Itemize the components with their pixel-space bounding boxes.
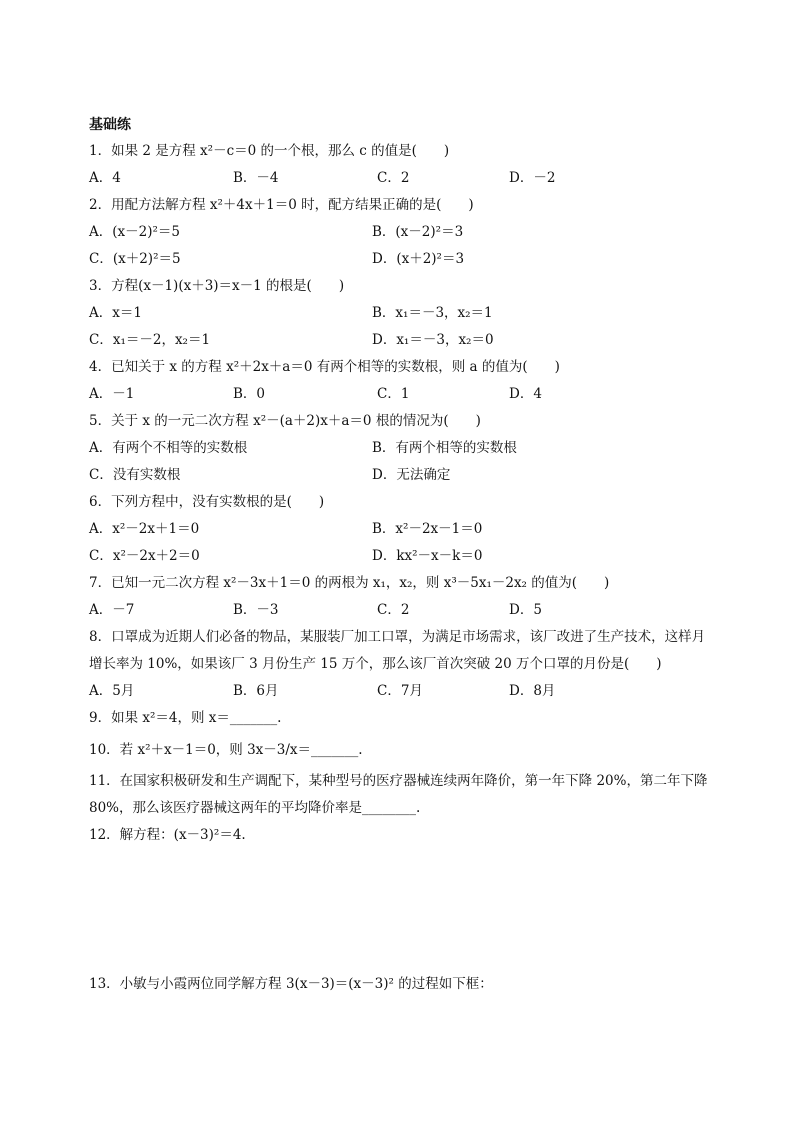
question-3: 3．方程(x－1)(x＋3)＝x－1 的根是( ) [89, 278, 345, 294]
option-c: C．没有实数根 [89, 467, 181, 483]
question-7-options [89, 597, 709, 624]
question-9: 9．如果 x²＝4，则 x＝_______. [89, 710, 282, 726]
question-13: 13．小敏与小霞两位同学解方程 3(x－3)＝(x－3)² 的过程如下框： [89, 976, 493, 992]
option-a: A．5月 [89, 683, 135, 699]
option-c: C．2 [377, 170, 410, 186]
option-d: D．(x＋2)²＝3 [372, 251, 465, 267]
question-2: 2．用配方法解方程 x²＋4x＋1＝0 时，配方结果正确的是( ) [89, 197, 474, 213]
question-1-options [89, 165, 709, 192]
question-8: 8．口罩成为近期人们必备的物品，某服装厂加工口罩，为满足市场需求，该厂改进了生产技术，这样月增长率为 10%，如果该厂 3 月份生产 15 万个，那么该厂首次突破 20 万个口罩的月份是( ) [89, 629, 706, 672]
answer-space [89, 849, 709, 971]
option-b: B．有两个相等的实数根 [372, 440, 517, 456]
question-6: 6．下列方程中，没有实数根的是( ) [89, 494, 325, 510]
question-6-options-row1 [89, 516, 709, 543]
question-4: 4．已知关于 x 的方程 x²＋2x＋a＝0 有两个相等的实数根，则 a 的值为( ) [89, 359, 560, 375]
option-c: C．1 [377, 386, 410, 402]
question-8-options [89, 678, 709, 705]
question-2-options-row2 [89, 246, 709, 273]
question-5: 5．关于 x 的一元二次方程 x²－(a＋2)x＋a＝0 根的情况为( ) [89, 413, 481, 429]
option-a: A．x²－2x＋1＝0 [89, 521, 200, 537]
option-c: C．2 [377, 602, 410, 618]
question-11: 11．在国家积极研发和生产调配下，某种型号的医疗器械连续两年降价，第一年下降 20%，第二年下降 80%，那么该医疗器械这两年的平均降价率是________. [89, 773, 708, 816]
section-title: 基础练 [89, 117, 131, 133]
option-d: D．无法确定 [372, 467, 451, 483]
option-a: A．－1 [89, 386, 135, 402]
option-c: C．7月 [377, 683, 423, 699]
worksheet [89, 112, 709, 998]
question-6-options-row2 [89, 543, 709, 570]
option-b: B．x₁＝－3，x₂＝1 [372, 305, 493, 321]
option-a: A．－7 [89, 602, 135, 618]
question-12: 12．解方程：(x－3)²＝4. [89, 827, 246, 843]
option-a: A．(x－2)²＝5 [89, 224, 180, 240]
question-2-options-row1 [89, 219, 709, 246]
question-7: 7．已知一元二次方程 x²－3x＋1＝0 的两根为 x₁，x₂，则 x³－5x₁－2x₂ 的值为( ) [89, 575, 610, 591]
option-d: D．－2 [509, 170, 556, 186]
question-5-options-row1 [89, 435, 709, 462]
option-a: A．有两个不相等的实数根 [89, 440, 248, 456]
option-a: A．x＝1 [89, 305, 142, 321]
option-d: D．kx²－x－k＝0 [372, 548, 483, 564]
option-d: D．4 [509, 386, 542, 402]
option-c: C．(x＋2)²＝5 [89, 251, 181, 267]
option-b: B．x²－2x－1＝0 [372, 521, 483, 537]
option-b: B．－4 [233, 170, 279, 186]
question-4-options [89, 381, 709, 408]
option-b: B．(x－2)²＝3 [372, 224, 464, 240]
option-a: A．4 [89, 170, 121, 186]
question-3-options-row2 [89, 327, 709, 354]
option-d: D．x₁＝－3，x₂＝0 [372, 332, 494, 348]
question-5-options-row2 [89, 462, 709, 489]
question-10: 10．若 x²＋x－1＝0，则 3x－3/x＝_______. [89, 742, 363, 758]
option-b: B．－3 [233, 602, 279, 618]
question-1: 1．如果 2 是方程 x²－c＝0 的一个根，那么 c 的值是( ) [89, 143, 450, 159]
option-d: D．8月 [509, 683, 556, 699]
option-c: C．x²－2x＋2＝0 [89, 548, 200, 564]
question-3-options-row1 [89, 300, 709, 327]
option-b: B．6月 [233, 683, 279, 699]
option-c: C．x₁＝－2，x₂＝1 [89, 332, 211, 348]
option-d: D．5 [509, 602, 542, 618]
option-b: B．0 [233, 386, 266, 402]
